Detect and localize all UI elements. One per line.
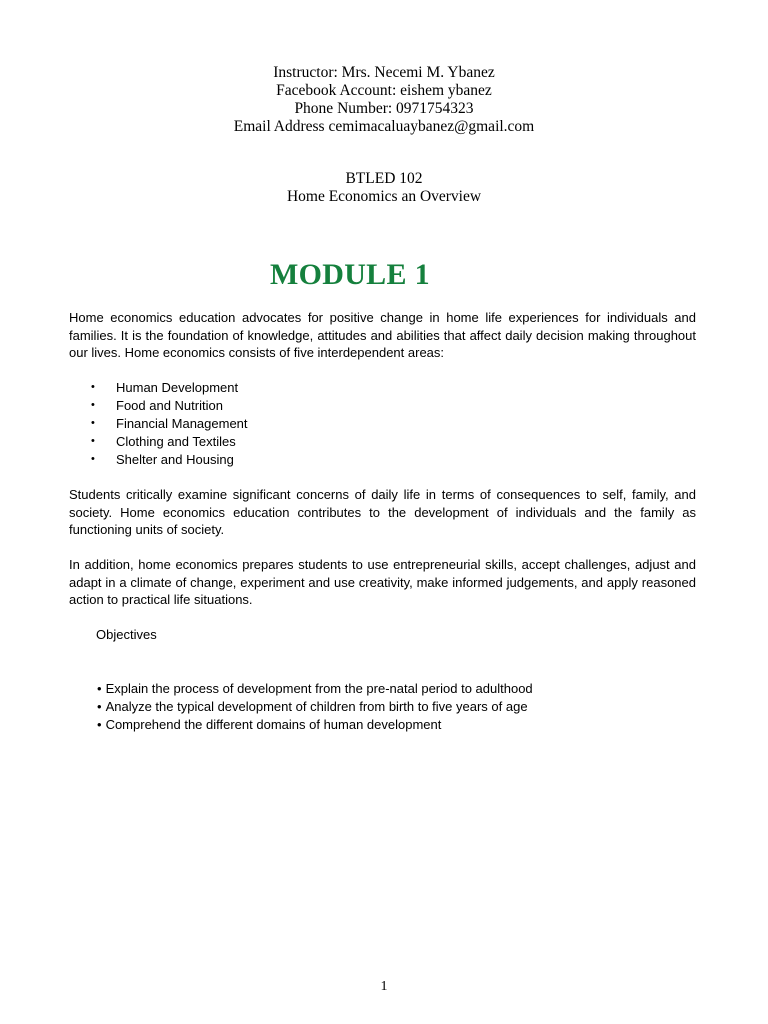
objective-text: Comprehend the different domains of human development [105,717,442,732]
bullet-icon: • [91,416,95,429]
list-item [91,379,248,397]
bullet-icon: • [91,434,95,447]
bullet-icon: • [91,398,95,411]
facebook-account: Facebook Account: eishem ybanez [276,82,492,99]
list-item-label: Food and Nutrition [116,397,223,413]
list-item-label: Shelter and Housing [116,451,234,467]
page-number: 1 [380,979,388,994]
objective-text: Explain the process of development from the pre-natal period to adulthood [105,681,533,696]
instructor-name: Instructor: Mrs. Necemi M. Ybanez [273,64,495,81]
paragraph-entrepreneurial: In addition, home economics prepares students to use entrepreneurial skills, accept challenges, adjust and adapt in a climate of change, experiment and use creativity, make informed judgements, and apply reasoned action to practical life situations. [69,557,696,608]
paragraph-consequences: Students critically examine significant concerns of daily life in terms of consequences to self, family, and society. Home economics education contributes to the development of individuals and the family as functioning units of society. [69,487,696,538]
objective-item [97,698,533,716]
course-info [0,170,768,206]
list-item-label: Clothing and Textiles [116,433,236,449]
list-item [91,415,248,433]
phone-number: Phone Number: 0971754323 [294,100,474,117]
objective-text: Analyze the typical development of children from birth to five years of age [105,699,528,714]
list-item [91,451,248,469]
bullet-icon: • [97,681,102,696]
course-code: BTLED 102 [345,170,423,187]
home-economics-areas-list [91,379,248,469]
bullet-icon: • [91,452,95,465]
objectives-list [97,680,533,734]
bullet-icon: • [97,717,102,732]
list-item-label: Human Development [116,380,239,395]
list-item-label: Financial Management [116,415,248,431]
objectives-heading: Objectives [96,627,157,642]
bullet-icon: • [91,381,95,393]
list-item [91,397,248,415]
objective-item [97,680,533,698]
objective-item [97,716,533,734]
intro-paragraph: Home economics education advocates for positive change in home life experiences for individuals and families. It is the foundation of knowledge, attitudes and abilities that affect daily decision making throughout our lives. Home economics consists of five interdependent areas: [69,310,696,361]
list-item [91,433,248,451]
instructor-info [0,64,768,136]
module-title: MODULE 1 [270,258,430,291]
bullet-icon: • [97,699,102,714]
course-title: Home Economics an Overview [286,188,482,205]
email-address: Email Address cemimacaluaybanez@gmail.com [233,118,535,135]
